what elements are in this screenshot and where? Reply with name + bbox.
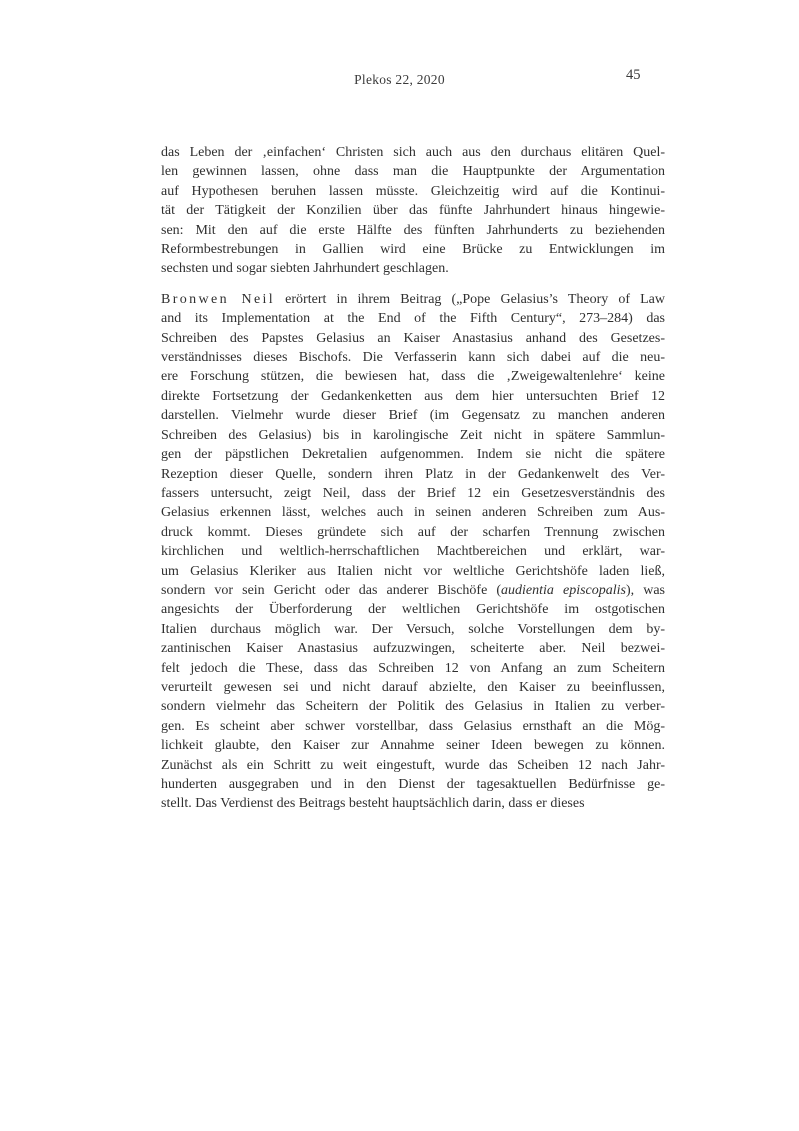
- page-body-text: [161, 143, 665, 814]
- text-segment: auf Hypothesen beruhen lassen müsste. Gleichzeitig wird auf die Kontinui-: [161, 183, 665, 199]
- text-segment: darstellen. Vielmehr wurde dieser Brief (im Gegensatz zu manchen anderen: [161, 408, 665, 424]
- text-segment: direkte Fortsetzung der Gedankenketten aus dem hier untersuchten Brief 12: [161, 388, 665, 404]
- text-line: [161, 387, 665, 406]
- text-line: [161, 162, 665, 181]
- text-segment: Italien durchaus möglich war. Der Versuch, solche Vorstellungen dem by-: [161, 621, 665, 637]
- text-line: [161, 221, 665, 240]
- text-line: [161, 775, 665, 794]
- text-line: [161, 736, 665, 755]
- text-line: [161, 794, 665, 813]
- text-segment: gen der päpstlichen Dekretalien aufgenommen. Indem sie nicht die spätere: [161, 447, 665, 463]
- text-segment: hunderten ausgegraben und in den Dienst der tagesaktuellen Bedürfnisse ge-: [161, 777, 665, 792]
- text-line: [161, 240, 665, 259]
- text-segment: len gewinnen lassen, ohne dass man die Hauptpunkte der Argumentation: [161, 164, 665, 180]
- text-line: [161, 143, 665, 162]
- text-line: [161, 484, 665, 503]
- text-line: [161, 600, 665, 619]
- text-segment: stellt. Das Verdienst des Beitrags besteht hauptsächlich darin, dass er dieses: [161, 796, 585, 812]
- text-segment: tät der Tätigkeit der Konzilien über das fünfte Jahrhundert hinaus hingewie-: [161, 203, 665, 219]
- text-line: [161, 523, 665, 542]
- text-segment: fassers untersucht, zeigt Neil, dass der Brief 12 ein Gesetzesverständnis des: [161, 485, 665, 501]
- text-segment: lichkeit glaubte, den Kaiser zur Annahme seiner Ideen bewegen zu können.: [161, 738, 665, 754]
- text-segment: das Leben der ‚einfachen‘ Christen sich auch aus den durchaus elitären Quel-: [161, 145, 665, 160]
- text-line: [161, 562, 665, 581]
- text-line: [161, 620, 665, 639]
- text-line: [161, 290, 665, 309]
- text-segment: kirchlichen und weltlich-herrschaftlichen Machtbereichen und erklärt, war-: [161, 544, 665, 560]
- text-segment: Zunächst als ein Schritt zu weit eingestuft, wurde das Scheiben 12 nach Jahr-: [161, 757, 665, 773]
- text-segment: sondern vor sein Gericht oder das anderer Bischöfe (: [161, 582, 502, 598]
- text-segment: sondern vielmehr das Scheitern der Politik des Gelasius in Italien zu verber-: [161, 699, 665, 715]
- text-line: [161, 465, 665, 484]
- text-line: [161, 678, 665, 697]
- text-line: [161, 756, 665, 775]
- author-name-spaced: Bronwen Neil: [161, 291, 276, 307]
- text-line: [161, 426, 665, 445]
- paragraph-neil-review: [161, 290, 665, 814]
- text-segment: ere Forschung stützen, die bewiesen hat, dass die ‚Zweigewaltenlehre‘ keine: [161, 369, 665, 385]
- text-line: [161, 717, 665, 736]
- text-segment: ), was: [625, 582, 665, 598]
- paragraph-council-continuity: [161, 143, 665, 279]
- text-segment: Schreiben des Papstes Gelasius an Kaiser Anastasius anhand des Gesetzes-: [161, 330, 665, 346]
- text-segment: um Gelasius Kleriker aus Italien nicht vor weltliche Gerichtshöfe laden ließ,: [161, 563, 665, 579]
- text-segment: sen: Mit den auf die erste Hälfte des fünften Jahrhunderts zu beziehenden: [161, 222, 665, 238]
- text-segment: druck kommt. Dieses gründete sich auf der scharfen Trennung zwischen: [161, 524, 665, 540]
- text-line: [161, 697, 665, 716]
- text-line: [161, 309, 665, 328]
- text-segment: erörtert in ihrem Beitrag („Pope Gelasius’s Theory of Law: [275, 291, 665, 307]
- running-head-journal: Plekos 22, 2020: [354, 72, 445, 87]
- text-segment: Gelasius erkennen lässt, welches auch in seinen anderen Schreiben zum Aus-: [161, 505, 665, 521]
- text-line: [161, 259, 665, 278]
- text-line: [161, 503, 665, 522]
- page-number: 45: [626, 67, 641, 83]
- text-segment: sechsten und sogar siebten Jahrhundert geschlagen.: [161, 261, 449, 277]
- text-line: [161, 348, 665, 367]
- text-segment: felt jedoch die These, dass das Schreiben 12 von Anfang an zum Scheitern: [161, 660, 665, 676]
- text-segment: Reformbestrebungen in Gallien wird eine Brücke zu Entwicklungen im: [161, 242, 665, 258]
- text-line: [161, 182, 665, 201]
- text-segment: verurteilt gewesen sei und nicht darauf abzielte, den Kaiser zu beeinflussen,: [161, 679, 665, 695]
- text-segment: and its Implementation at the End of the Fifth Century“, 273–284) das: [161, 311, 665, 327]
- text-line: [161, 581, 665, 600]
- text-line: [161, 329, 665, 348]
- text-segment: zantinischen Kaiser Anastasius aufzuzwingen, scheiterte aber. Neil bezwei-: [161, 641, 665, 657]
- text-segment: gen. Es scheint aber schwer vorstellbar, dass Gelasius ernsthaft an die Mög-: [161, 718, 665, 734]
- text-segment: angesichts der Überforderung der weltlichen Gerichtshöfe im ostgotischen: [161, 602, 665, 618]
- text-line: [161, 542, 665, 561]
- text-line: [161, 367, 665, 386]
- text-line: [161, 659, 665, 678]
- latin-term-italic: audientia episcopalis: [501, 582, 626, 598]
- text-segment: Rezeption dieser Quelle, sondern ihren Platz in der Gedankenwelt des Ver-: [161, 466, 665, 482]
- text-line: [161, 639, 665, 658]
- text-line: [161, 406, 665, 425]
- text-segment: Schreiben des Gelasius) bis in karolingische Zeit nicht in spätere Sammlun-: [161, 427, 665, 443]
- text-segment: verständnisses dieses Bischofs. Die Verfasserin kann sich dabei auf die neu-: [161, 350, 665, 366]
- text-line: [161, 445, 665, 464]
- text-line: [161, 201, 665, 220]
